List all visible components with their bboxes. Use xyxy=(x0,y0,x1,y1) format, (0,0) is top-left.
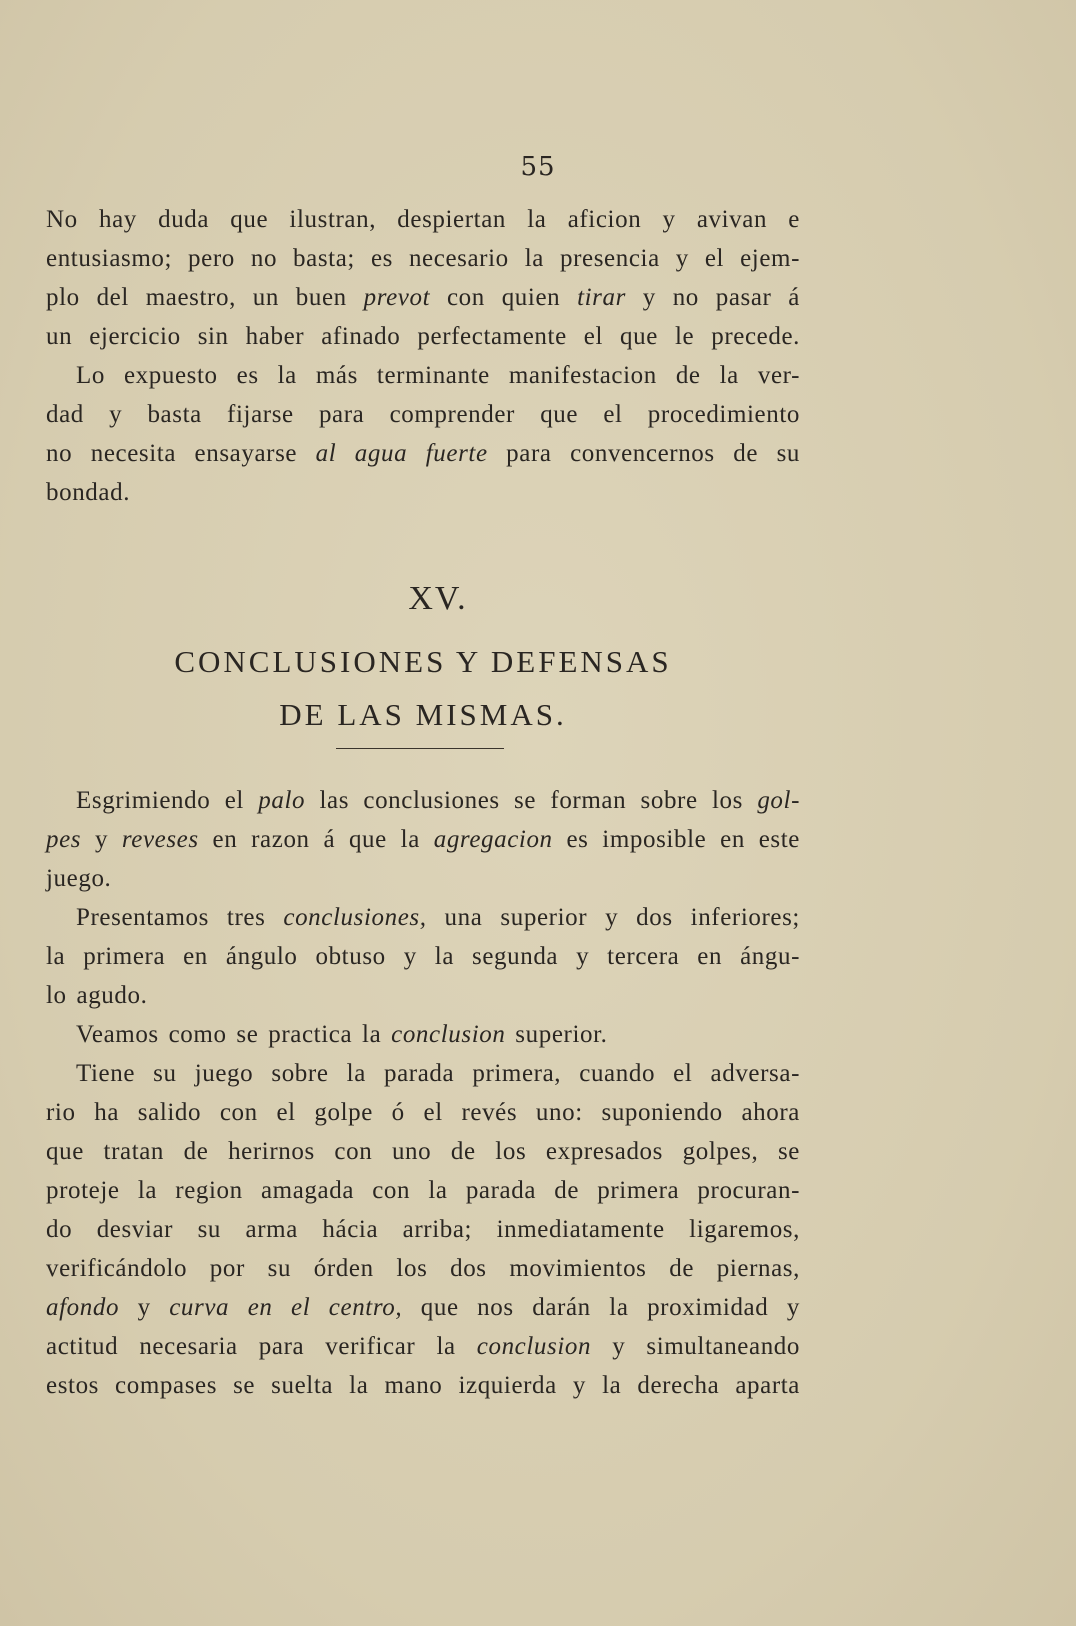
text-line xyxy=(46,859,800,898)
text-run: entusiasmo; pero no basta; es necesario la presencia y el ejem- xyxy=(46,245,800,272)
text-run: y simultaneando xyxy=(591,1333,800,1360)
text-run: que tratan de herirnos con uno de los expresados golpes, se xyxy=(46,1138,800,1165)
text-run: superior. xyxy=(505,1021,608,1048)
chapter-number: XV. xyxy=(408,580,468,617)
text-line xyxy=(46,1093,800,1132)
text-line xyxy=(46,1288,800,1327)
text-line xyxy=(46,317,800,356)
chapter-title-line-2: DE LAS MISMAS. xyxy=(279,697,567,732)
text-line xyxy=(46,434,800,473)
text-line xyxy=(46,395,800,434)
italic-term: conclusion xyxy=(476,1333,592,1360)
text-run: y no pasar á xyxy=(625,284,800,311)
text-run: en razon á que la xyxy=(198,826,434,853)
text-run: proteje la region amagada con la parada de primera procuran- xyxy=(46,1177,800,1204)
body-paragraphs xyxy=(46,781,800,1405)
text-line xyxy=(46,239,800,278)
text-run: un ejercicio sin haber afinado perfectamente el que le precede. xyxy=(46,323,800,350)
text-line xyxy=(46,820,800,859)
text-run: bondad. xyxy=(46,479,131,506)
italic-term: al agua fuerte xyxy=(315,440,488,467)
text-line xyxy=(46,1132,800,1171)
text-line xyxy=(46,473,800,512)
chapter-title-line-1: CONCLUSIONES Y DEFENSAS xyxy=(174,644,672,679)
text-run: rio ha salido con el golpe ó el revés uno: suponiendo ahora xyxy=(46,1099,800,1126)
section-divider xyxy=(336,748,504,749)
text-line xyxy=(46,1366,800,1405)
text-line xyxy=(46,1210,800,1249)
text-run: es imposible en este xyxy=(552,826,800,853)
italic-term: palo xyxy=(258,787,306,814)
italic-term: afondo xyxy=(46,1294,120,1321)
text-line xyxy=(46,200,800,239)
page-number: 55 xyxy=(520,152,556,182)
text-run: do desviar su arma hácia arriba; inmediatamente ligaremos, xyxy=(46,1216,800,1243)
text-run: verificándolo por su órden los dos movimientos de piernas, xyxy=(46,1255,800,1282)
text-run: Lo expuesto es la más terminante manifestacion de la ver- xyxy=(76,362,800,389)
italic-term: tirar xyxy=(577,284,626,311)
text-run: no necesita ensayarse xyxy=(46,440,316,467)
italic-term: prevot xyxy=(363,284,431,311)
text-line xyxy=(46,976,800,1015)
text-run: actitud necesaria para verificar la xyxy=(46,1333,477,1360)
text-run: No hay duda que ilustran, despiertan la aficion y avivan e xyxy=(46,206,800,233)
text-run: Veamos como se practica la xyxy=(76,1021,392,1048)
text-run: lo agudo. xyxy=(46,982,148,1009)
italic-term: pes xyxy=(46,826,82,853)
italic-term: conclusiones, xyxy=(283,904,427,931)
text-line xyxy=(46,781,800,820)
text-line xyxy=(46,356,800,395)
intro-paragraphs xyxy=(46,200,800,512)
italic-term: reveses xyxy=(121,826,199,853)
text-line xyxy=(46,1054,800,1093)
text-run: y xyxy=(81,826,122,853)
italic-term: conclusion xyxy=(391,1021,506,1048)
text-run: las conclusiones se forman sobre los xyxy=(305,787,758,814)
text-line xyxy=(46,278,800,317)
italic-term: gol- xyxy=(757,787,800,814)
text-run: y xyxy=(119,1294,170,1321)
text-run: Esgrimiendo el xyxy=(76,787,259,814)
text-run: que nos darán la proximidad y xyxy=(402,1294,800,1321)
text-line xyxy=(46,898,800,937)
text-run: estos compases se suelta la mano izquierda y la derecha aparta xyxy=(46,1372,800,1399)
text-line xyxy=(46,1171,800,1210)
text-run: una superior y dos inferiores; xyxy=(426,904,800,931)
italic-term: agregacion xyxy=(433,826,553,853)
text-line xyxy=(46,937,800,976)
text-run: para convencernos de su xyxy=(487,440,800,467)
text-line xyxy=(46,1015,800,1054)
text-line xyxy=(46,1249,800,1288)
text-line xyxy=(46,1327,800,1366)
text-run: plo del maestro, un buen xyxy=(46,284,364,311)
text-run: juego. xyxy=(46,865,112,892)
text-run: la primera en ángulo obtuso y la segunda y tercera en ángu- xyxy=(46,943,800,970)
text-run: Tiene su juego sobre la parada primera, cuando el adversa- xyxy=(76,1060,800,1087)
italic-term: curva en el centro, xyxy=(169,1294,403,1321)
text-run: Presentamos tres xyxy=(76,904,284,931)
text-run: con quien xyxy=(430,284,578,311)
text-run: dad y basta fijarse para comprender que el procedimiento xyxy=(46,401,800,428)
